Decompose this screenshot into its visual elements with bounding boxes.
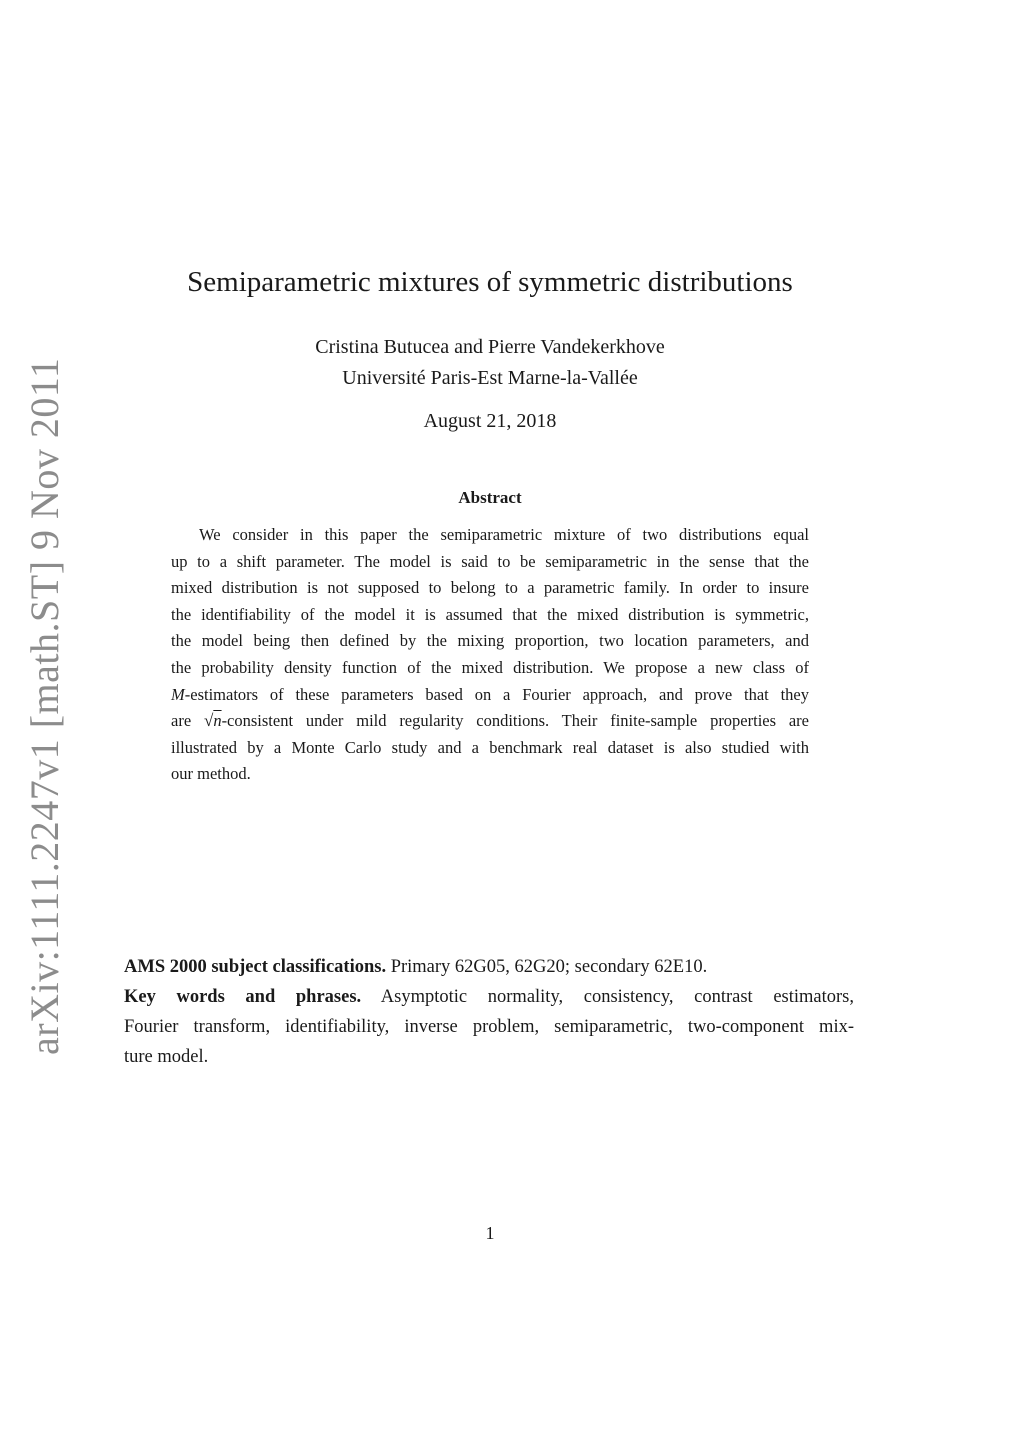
arxiv-identifier-stamp: arXiv:1111.2247v1 [math.ST] 9 Nov 2011: [22, 357, 67, 1055]
square-root-symbol: √: [203, 711, 214, 731]
abstract-line: illustrated by a Monte Carlo study and a benchmark real dataset is also studied with: [171, 737, 809, 757]
abstract-line: mixed distribution is not supposed to belong to a parametric family. In order to insure: [171, 578, 809, 598]
page-number: 1: [485, 1223, 495, 1243]
abstract-line-text: -estimators of these parameters based on a Fourier approach, and prove that they: [184, 684, 809, 704]
abstract-line: We consider in this paper the semiparametric mixture of two distributions equal: [199, 525, 809, 544]
abstract-line: the identifiability of the model it is assumed that the mixed distribution is symmetric,: [171, 604, 809, 624]
m-estimator-symbol: M: [171, 684, 185, 704]
abstract-line: the probability density function of the mixed distribution. We propose a new class of: [171, 657, 809, 677]
abstract-line-text: -consistent under mild regularity conditions. Their finite-sample properties are: [221, 711, 809, 731]
abstract-line-prefix: are: [171, 711, 204, 731]
square-root-radicand: n: [213, 711, 222, 731]
paper-title: Semiparametric mixtures of symmetric distributions: [187, 266, 793, 298]
abstract-line: our method.: [171, 764, 251, 784]
keywords-line: Fourier transform, identifiability, inverse problem, semiparametric, two-component mix-: [124, 1017, 854, 1037]
abstract-line: the model being then defined by the mixing proportion, two location parameters, and: [171, 631, 809, 651]
keywords-label: Key words and phrases.: [124, 987, 362, 1007]
keywords-line: ture model.: [124, 1047, 209, 1067]
ams-classification: [124, 952, 854, 982]
classification-block: [124, 952, 854, 1072]
ams-codes: Primary 62G05, 62G20; secondary 62E10.: [386, 957, 708, 977]
keywords-text: Asymptotic normality, consistency, contrast estimators,: [361, 987, 855, 1007]
abstract-line: [171, 682, 809, 709]
keywords-line: [124, 982, 854, 1012]
paper-date: August 21, 2018: [423, 410, 557, 432]
author-affiliation: Université Paris-Est Marne-la-Vallée: [342, 367, 638, 389]
abstract-line: up to a shift parameter. The model is said to be semiparametric in the sense that the: [171, 551, 809, 571]
abstract-heading: Abstract: [458, 488, 522, 507]
abstract-line: [171, 708, 809, 735]
ams-label: AMS 2000 subject classifications.: [124, 957, 387, 977]
abstract-body: [171, 522, 809, 788]
author-list: Cristina Butucea and Pierre Vandekerkhove: [315, 336, 665, 358]
